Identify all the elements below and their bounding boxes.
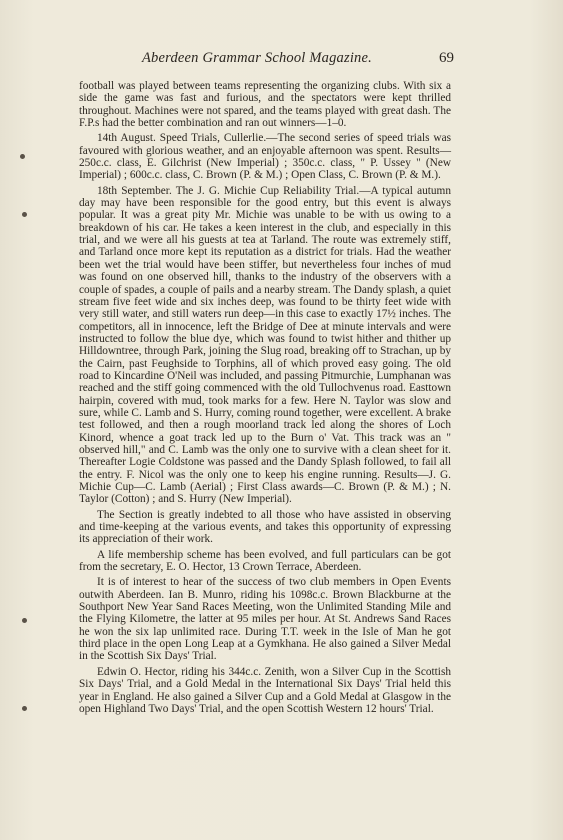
running-title: Aberdeen Grammar School Magazine. xyxy=(142,50,372,66)
paragraph-michie-cup-trial: 18th September. The J. G. Michie Cup Reliability Trial.—A typical autumn day may have been responsible for the good entry, but this event is always popular. It was a great pity Mr. Michie was unable to be with us owing to a breakdown of his car. He takes a keen interest in the club, and especially in this trial, and we were all his guests at tea at Tarland. The route was extremely stiff, and Tarland once more kept its reputation as a district for trials. Had the weather been wet the trial would have been stiffer, but nevertheless four inches of mud was found on one observed hill, thanks to the industry of the observers with a couple of spades, a couple of pails and a nearby stream. The Dandy splash, a quiet stream five feet wide and six inches deep, was found to be thirty feet wide with very still water, and still waters run deep—in this case to exactly 17½ inches. The competitors, all in innocence, left the Bridge of Dee at minute intervals and were instructed to follow the blue dye, which was found to twist hither and thither up Hilldowntree, through Park, joining the Slug road, breaking off to Strachan, up by the Cairn, past Feughside to Torphins, all of which proved easy going. The old road to Kincardine O'Neil was included, and passing Pitmurchie, Lumphanan was reached and the stiff going commenced with the old Tullochvenus road. Easttown hairpin, covered with mud, took marks for a few. Here N. Taylor was slow and sure, while C. Lamb and S. Hurry, coming round together, were excellent. A brake test followed, and then a rough moorland track led along the shores of Loch Kinord, whence a goat track led up to the Burn o' Vat. This track was an " observed hill," and C. Lamb was the only one to survive with a clean sheet for it. Thereafter Logie Coldstone was passed and the Dandy Splash followed, to fail all the entry. F. Nicol was the only one to keep his engine running. Results—J. G. Michie Cup—C. Lamb (Aerial) ; First Class awards—C. Brown (P. & M.) ; N. Taylor (Cotton) ; and S. Hurry (New Imperial). xyxy=(79,184,451,506)
paragraph-football: football was played between teams representing the organizing clubs. With six a side the game was fast and furious, and the spectators were kept thrilled throughout. Machines were not spared, and the teams played with great dash. The F.P.s had the better combination and ran out winners—1–0. xyxy=(79,80,451,130)
paragraph-munro-success: It is of interest to hear of the success of two club members in Open Events outwith Aberdeen. Ian B. Munro, riding his 1098c.c. Brown Blackburne at the Southport New Year Sand Races Meeting, won the Unlimited Standing Mile and the Flying Kilometre, the latter at 95 miles per hour. At St. Andrews Sand Races he won the six lap unlimited race. During T.T. week in the Isle of Man he got third place in the open Long Leap at a Gymkhana. He also gained a Silver Medal in the Scottish Six Days' Trial. xyxy=(79,576,451,663)
page-number: 69 xyxy=(439,50,454,66)
article-body xyxy=(79,80,451,718)
page-header xyxy=(80,50,480,70)
binding-hole-mark xyxy=(22,706,27,711)
paragraph-speed-trials: 14th August. Speed Trials, Cullerlie.—The second series of speed trials was favoured with glorious weather, and an enjoyable afternoon was spent. Results—250c.c. class, E. Gilchrist (New Imperial) ; 350c.c. class, " P. Ussey " (New Imperial) ; 600c.c. class, C. Brown (P. & M.) ; Open Class, C. Brown (P. & M.). xyxy=(79,132,451,182)
binding-hole-mark xyxy=(22,618,27,623)
paragraph-hector-success: Edwin O. Hector, riding his 344c.c. Zenith, won a Silver Cup in the Scottish Six Days' Trial, and a Gold Medal in the International Six Days' Trial held this year in England. He also gained a Silver Cup and a Gold Medal at Glasgow in the open Highland Two Days' Trial, and the open Scottish Western 12 hours' Trial. xyxy=(79,665,451,715)
binding-hole-mark xyxy=(22,212,27,217)
paragraph-acknowledgement: The Section is greatly indebted to all those who have assisted in observing and time-keeping at the various events, and takes this opportunity of expressing its appreciation of their work. xyxy=(79,508,451,546)
binding-hole-mark xyxy=(20,154,25,159)
paragraph-life-membership: A life membership scheme has been evolved, and full particulars can be got from the secretary, E. O. Hector, 13 Crown Terrace, Aberdeen. xyxy=(79,548,451,574)
